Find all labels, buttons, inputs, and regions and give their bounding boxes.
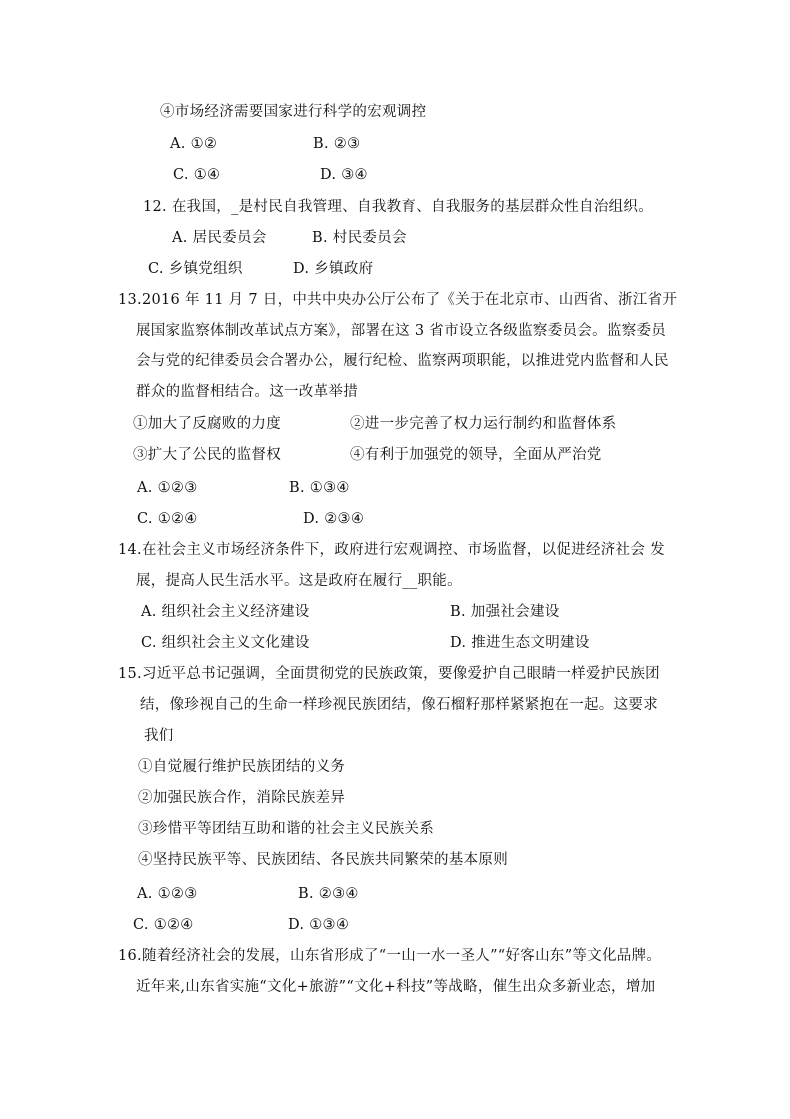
q15-item-4: ④坚持民族平等、民族团结、各民族共同繁荣的基本原则 bbox=[138, 852, 508, 868]
q13-option-d: D. ②③④ bbox=[303, 511, 365, 527]
q15-stem-line-2: 结，像珍视自己的生命一样珍视民族团结，像石榴籽那样紧紧抱在一起。这要求 bbox=[140, 697, 658, 713]
q15-item-3: ③珍惜平等团结互助和谐的社会主义民族关系 bbox=[138, 821, 434, 837]
q14-stem-line-1: 14.在社会主义市场经济条件下，政府进行宏观调控、市场监督，以促进经济社会 发 bbox=[118, 542, 665, 558]
q11-option-d: D. ③④ bbox=[320, 167, 368, 183]
q11-option-a: A. ①② bbox=[170, 136, 218, 152]
q12-option-b: B. 村民委员会 bbox=[312, 230, 407, 246]
q15-option-a: A. ①②③ bbox=[137, 886, 198, 902]
q14-option-a: A. 组织社会主义经济建设 bbox=[141, 604, 310, 620]
q13-item-3: ③扩大了公民的监督权 bbox=[133, 447, 281, 463]
q14-stem-line-2: 展，提高人民生活水平。这是政府在履行__职能。 bbox=[136, 573, 462, 589]
q12-stem: 12. 在我国，_是村民自我管理、自我教育、自我服务的基层群众性自治组织。 bbox=[143, 199, 654, 215]
q15-stem-line-1: 15.习近平总书记强调，全面贯彻党的民族政策，要像爱护自己眼睛一样爱护民族团 bbox=[118, 666, 660, 682]
q14-option-c: C. 组织社会主义文化建设 bbox=[141, 635, 310, 651]
q13-option-c: C. ①②④ bbox=[137, 511, 198, 527]
q16-stem-line-1: 16.随着经济社会的发展，山东省形成了“一山一水一圣人”“好客山东”等文化品牌。 bbox=[118, 948, 662, 964]
q13-stem-line-1: 13.2016 年 11 月 7 日，中共中央办公厅公布了《关于在北京市、山西省、浙江省开 bbox=[118, 292, 678, 308]
q11-option-b: B. ②③ bbox=[313, 136, 361, 152]
q11-option-c: C. ①④ bbox=[173, 167, 221, 183]
q15-option-c: C. ①②④ bbox=[133, 917, 194, 933]
q11-item-4: ④市场经济需要国家进行科学的宏观调控 bbox=[160, 104, 427, 120]
q16-stem-line-2: 近年来,山东省实施“文化+旅游”“文化+科技”等战略，催生出众多新业态，增加 bbox=[136, 979, 656, 995]
q14-option-d: D. 推进生态文明建设 bbox=[450, 635, 590, 651]
q12-option-c: C. 乡镇党组织 bbox=[148, 261, 243, 277]
q12-option-a: A. 居民委员会 bbox=[172, 230, 267, 246]
q15-stem-line-3: 我们 bbox=[144, 728, 174, 744]
q12-option-d: D. 乡镇政府 bbox=[293, 261, 374, 277]
q13-stem-line-3: 会与党的纪律委员会合署办公，履行纪检、监察两项职能，以推进党内监督和人民 bbox=[136, 353, 669, 369]
q13-option-b: B. ①③④ bbox=[289, 480, 350, 496]
q15-item-1: ①自觉履行维护民族团结的义务 bbox=[138, 759, 346, 775]
q15-item-2: ②加强民族合作，消除民族差异 bbox=[138, 790, 346, 806]
q13-stem-line-2: 展国家监察体制改革试点方案》，部署在这 3 省市设立各级监察委员会。监察委员 bbox=[136, 323, 667, 339]
q13-item-2: ②进一步完善了权力运行制约和监督体系 bbox=[350, 416, 617, 432]
q13-option-a: A. ①②③ bbox=[137, 480, 198, 496]
q13-item-1: ①加大了反腐败的力度 bbox=[133, 416, 281, 432]
q14-option-b: B. 加强社会建设 bbox=[450, 604, 560, 620]
q15-option-b: B. ②③④ bbox=[298, 886, 359, 902]
q15-option-d: D. ①③④ bbox=[288, 917, 350, 933]
q13-stem-line-4: 群众的监督相结合。这一改革举措 bbox=[136, 384, 358, 400]
q13-item-4: ④有利于加强党的领导，全面从严治党 bbox=[350, 447, 602, 463]
